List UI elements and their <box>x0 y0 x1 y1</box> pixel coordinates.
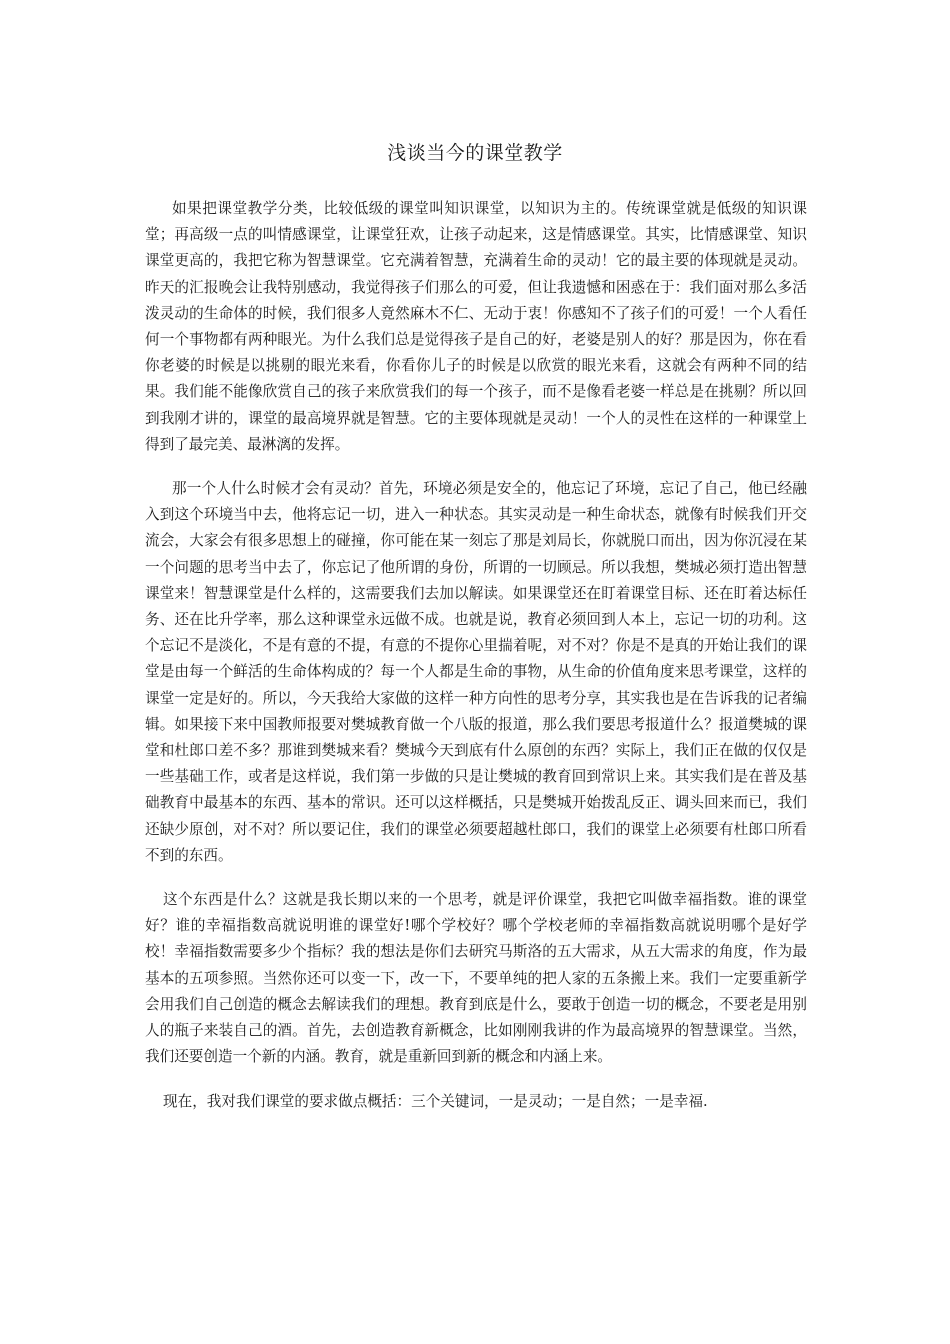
paragraph-3: 这个东西是什么？这就是我长期以来的一个思考，就是评价课堂，我把它叫做幸福指数。谁的课堂好？谁的幸福指数高就说明谁的课堂好!哪个学校好？哪个学校老师的幸福指数高就说明哪个是好学校！幸福指数需要多少个指标？我的想法是你们去研究马斯洛的五大需求，从五大需求的角度，作为最基本的五项参照。当然你还可以变一下，改一下，不要单纯的把人家的五条搬上来。我们一定要重新学会用我们自己创造的概念去解读我们的理想。教育到底是什么，要敢于创造一切的概念，不要老是用别人的瓶子来装自己的酒。首先，去创造教育新概念，比如刚刚我讲的作为最高境界的智慧课堂。当然，我们还要创造一个新的内涵。教育，就是重新回到新的概念和内涵上来。 <box>145 891 807 1066</box>
paragraph-2: 那一个人什么时候才会有灵动？首先，环境必须是安全的，他忘记了环境，忘记了自己，他已经融入到这个环境当中去，他将忘记一切，进入一种状态。其实灵动是一种生命状态，就像有时候我们开交流会，大家会有很多思想上的碰撞，你可能在某一刻忘了那是刘局长，你就脱口而出，因为你沉浸在某一个问题的思考当中去了，你忘记了他所谓的身份，所谓的一切顾忌。所以我想，樊城必须打造出智慧课堂来！智慧课堂是什么样的，这需要我们去加以解读。如果课堂还在盯着课堂目标、还在盯着达标任务、还在比升学率，那么这种课堂永远做不成。也就是说，教育必须回到人本上，忘记一切的功利。这个忘记不是淡化，不是有意的不提，有意的不提你心里揣着呢，对不对？你是不是真的开始让我们的课堂是由每一个鲜活的生命体构成的？每一个人都是生命的事物，从生命的价值角度来思考课堂，这样的课堂一定是好的。所以，今天我给大家做的这样一种方向性的思考分享，其实我也是在告诉我的记者编辑。如果接下来中国教师报要对樊城教育做一个八版的报道，那么我们要思考报道什么？报道樊城的课堂和杜郎口差不多？那谁到樊城来看？樊城今天到底有什么原创的东西？实际上，我们正在做的仅仅是一些基础工作，或者是这样说，我们第一步做的只是让樊城的教育回到常识上来。其实我们是在普及基础教育中最基本的东西、基本的常识。还可以这样概括，只是樊城开始拨乱反正、调头回来而已，我们还缺少原创，对不对？所以要记住，我们的课堂必须要超越杜郎口，我们的课堂上必须要有杜郎口所看不到的东西。 <box>145 480 807 864</box>
document-body <box>145 196 807 1133</box>
paragraph-1: 如果把课堂教学分类，比较低级的课堂叫知识课堂，以知识为主的。传统课堂就是低级的知识课堂；再高级一点的叫情感课堂，让课堂狂欢，让孩子动起来，这是情感课堂。其实，比情感课堂、知识课堂更高的，我把它称为智慧课堂。它充满着智慧，充满着生命的灵动！它的最主要的体现就是灵动。昨天的汇报晚会让我特别感动，我觉得孩子们那么的可爱，但让我遗憾和困惑在于：我们面对那么多活泼灵动的生命体的时候，我们很多人竟然麻木不仁、无动于衷！你感知不了孩子们的可爱！一个人看任何一个事物都有两种眼光。为什么我们总是觉得孩子是自己的好，老婆是别人的好？那是因为，你在看你老婆的时候是以挑剔的眼光来看，你看你儿子的时候是以欣赏的眼光来看，这就会有两种不同的结果。我们能不能像欣赏自己的孩子来欣赏我们的每一个孩子，而不是像看老婆一样总是在挑剔？所以回到我刚才讲的，课堂的最高境界就是智慧。它的主要体现就是灵动！一个人的灵性在这样的一种课堂上得到了最完美、最淋漓的发挥。 <box>145 200 807 453</box>
paragraph-4: 现在，我对我们课堂的要求做点概括：三个关键词，一是灵动；一是自然；一是幸福. <box>163 1092 708 1110</box>
document-title: 浅谈当今的课堂教学 <box>387 142 563 164</box>
